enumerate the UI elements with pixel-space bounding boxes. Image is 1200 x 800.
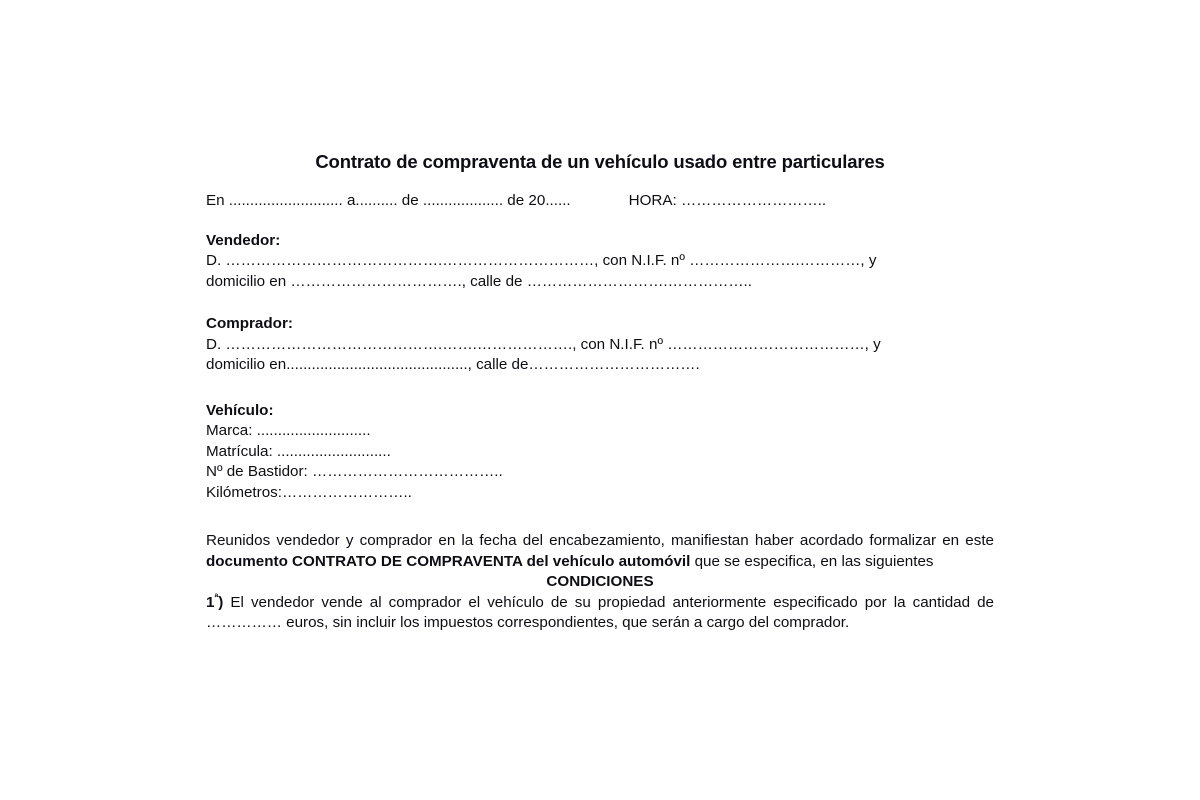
place-date-hora-row	[206, 191, 994, 212]
seller-line-1: D. …………………………………….…………………………, con N.I.F. nº ………………….…………, y	[206, 252, 877, 270]
page-title: Contrato de compraventa de un vehículo usado entre particulares	[315, 151, 885, 172]
conditions-heading: CONDICIONES	[546, 573, 654, 591]
buyer-heading: Comprador:	[206, 315, 293, 333]
condition-1-text: El vendedor vende al comprador el vehículo de su propiedad anteriormente especificado por la cantidad de …………… euros, sin incluir los impuestos correspondientes, que serán a cargo del comprador.	[206, 593, 994, 632]
place-date-line: En ........................... a.......... de ................... de 20......	[206, 192, 571, 210]
agreement-text-before: Reunidos vendedor y comprador en la fecha del encabezamiento, manifiestan haber acordado formalizar en este	[206, 532, 994, 550]
seller-line-2: domicilio en ……………………………., calle de ……………………….……………..	[206, 272, 752, 290]
hora-label: HORA:	[628, 192, 677, 210]
buyer-line-1: D. …………………………………….…….………………., con N.I.F. nº …………………………………, y	[206, 335, 881, 353]
agreement-text-after: que se especifica, en las siguientes	[690, 552, 934, 570]
hora-dots: ………………………..	[680, 192, 827, 210]
vehicle-field-kilometros: Kilómetros:……………………..	[206, 483, 412, 501]
document-body	[206, 150, 994, 634]
spacer-after-seller	[206, 292, 994, 314]
agreement-bold-phrase: documento CONTRATO DE COMPRAVENTA del vehículo automóvil	[206, 552, 691, 570]
vehicle-field-matricula: Matrícula: ...........................	[206, 442, 391, 460]
vehicle-heading: Vehículo:	[206, 401, 274, 419]
spacer-after-buyer	[206, 376, 994, 401]
condition-1-paragraph	[206, 593, 994, 634]
condition-1-ordinal-suffix: ª	[214, 592, 219, 604]
vehicle-field-bastidor: Nº de Bastidor: ………………………………..	[206, 463, 503, 481]
condition-1-number	[206, 594, 223, 611]
spacer-after-place-date	[206, 212, 994, 231]
condition-1-numeral: 1	[206, 593, 215, 611]
condition-1-paren: )	[218, 593, 224, 611]
buyer-line-2: domicilio en..........................................., calle de…………………………….	[206, 356, 700, 374]
spacer-after-vehicle	[206, 503, 994, 531]
agreement-paragraph	[206, 531, 994, 572]
seller-heading: Vendedor:	[206, 231, 281, 249]
vehicle-field-marca: Marca: ...........................	[206, 422, 371, 440]
